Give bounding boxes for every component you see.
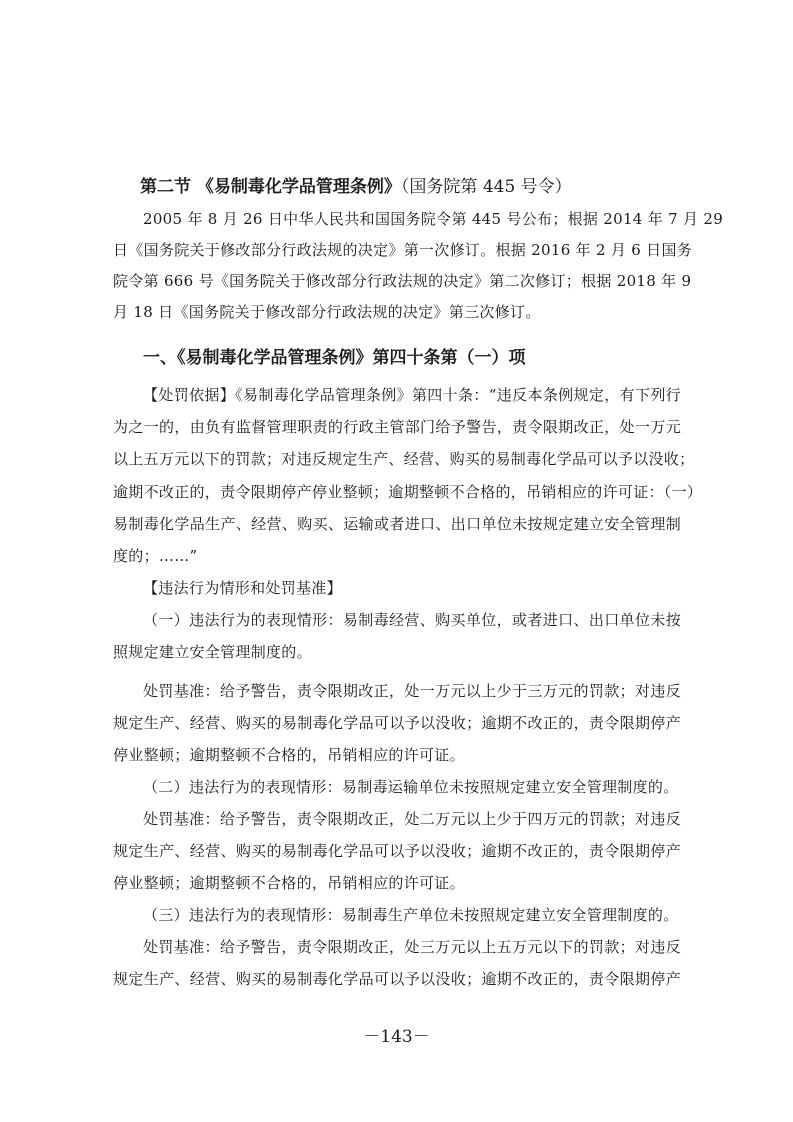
basis-line: 逾期不改正的，责令限期停产停业整顿；逾期整顿不合格的，吊销相应的许可证：（一）	[113, 483, 703, 501]
section-title-main: 第二节 《易制毒化学品管理条例》	[140, 177, 401, 197]
case-line: （三）违法行为的表现情形：易制毒生产单位未按照规定建立安全管理制度的。	[143, 906, 679, 924]
penalty-line: 停业整顿；逾期整顿不合格的，吊销相应的许可证。	[113, 874, 465, 892]
basis-line: 【处罚依据】《易制毒化学品管理条例》第四十条：“违反本条例规定，有下列行	[143, 386, 681, 404]
page-number: －143－	[363, 1027, 430, 1047]
penalty-line: 规定生产、经营、购买的易制毒化学品可以予以没收；逾期不改正的，责令限期停产	[113, 714, 681, 732]
penalty-line: 停业整顿；逾期整顿不合格的，吊销相应的许可证。	[113, 746, 465, 764]
penalty-line: 处罚基准：给予警告，责令限期改正，处二万元以上少于四万元的罚款；对违反	[143, 810, 681, 828]
intro-line: 院令第 666 号《国务院关于修改部分行政法规的决定》第二次修订；根据 2018 年 9	[113, 272, 692, 290]
intro-line: 2005 年 8 月 26 日中华人民共和国国务院令第 445 号公布；根据 2014 年 7 月 29	[143, 210, 724, 228]
penalty-line: 处罚基准：给予警告，责令限期改正，处三万元以上五万元以下的罚款；对违反	[143, 938, 681, 956]
case-line: （二）违法行为的表现情形：易制毒运输单位未按照规定建立安全管理制度的。	[143, 778, 679, 796]
intro-line: 月 18 日《国务院关于修改部分行政法规的决定》第三次修订。	[113, 303, 541, 321]
article-title: 一、《易制毒化学品管理条例》第四十条第（一）项	[143, 348, 526, 368]
penalty-line: 规定生产、经营、购买的易制毒化学品可以予以没收；逾期不改正的，责令限期停产	[113, 842, 681, 860]
basis-line: 以上五万元以下的罚款；对违反规定生产、经营、购买的易制毒化学品可以予以没收；	[113, 450, 695, 468]
basis-line: 度的；……”	[113, 547, 198, 565]
section-title-decree: （国务院第 445 号令）	[400, 177, 572, 197]
penalty-line: 处罚基准：给予警告，责令限期改正，处一万元以上少于三万元的罚款；对违反	[143, 682, 681, 700]
penalty-line: 规定生产、经营、购买的易制毒化学品可以予以没收；逾期不改正的，责令限期停产	[113, 970, 681, 988]
case-line: 照规定建立安全管理制度的。	[113, 643, 312, 661]
basis-line: 为之一的，由负有监督管理职责的行政主管部门给予警告，责令限期改正，处一万元	[113, 418, 681, 436]
intro-line: 日《国务院关于修改部分行政法规的决定》第一次修订。根据 2016 年 2 月 6 日国务	[113, 241, 693, 259]
standards-heading: 【违法行为情形和处罚基准】	[143, 579, 342, 597]
case-line: （一）违法行为的表现情形：易制毒经营、购买单位，或者进口、出口单位未按	[143, 611, 681, 629]
basis-line: 易制毒化学品生产、经营、购买、运输或者进口、出口单位未按规定建立安全管理制	[113, 515, 681, 533]
section-title	[140, 176, 572, 198]
